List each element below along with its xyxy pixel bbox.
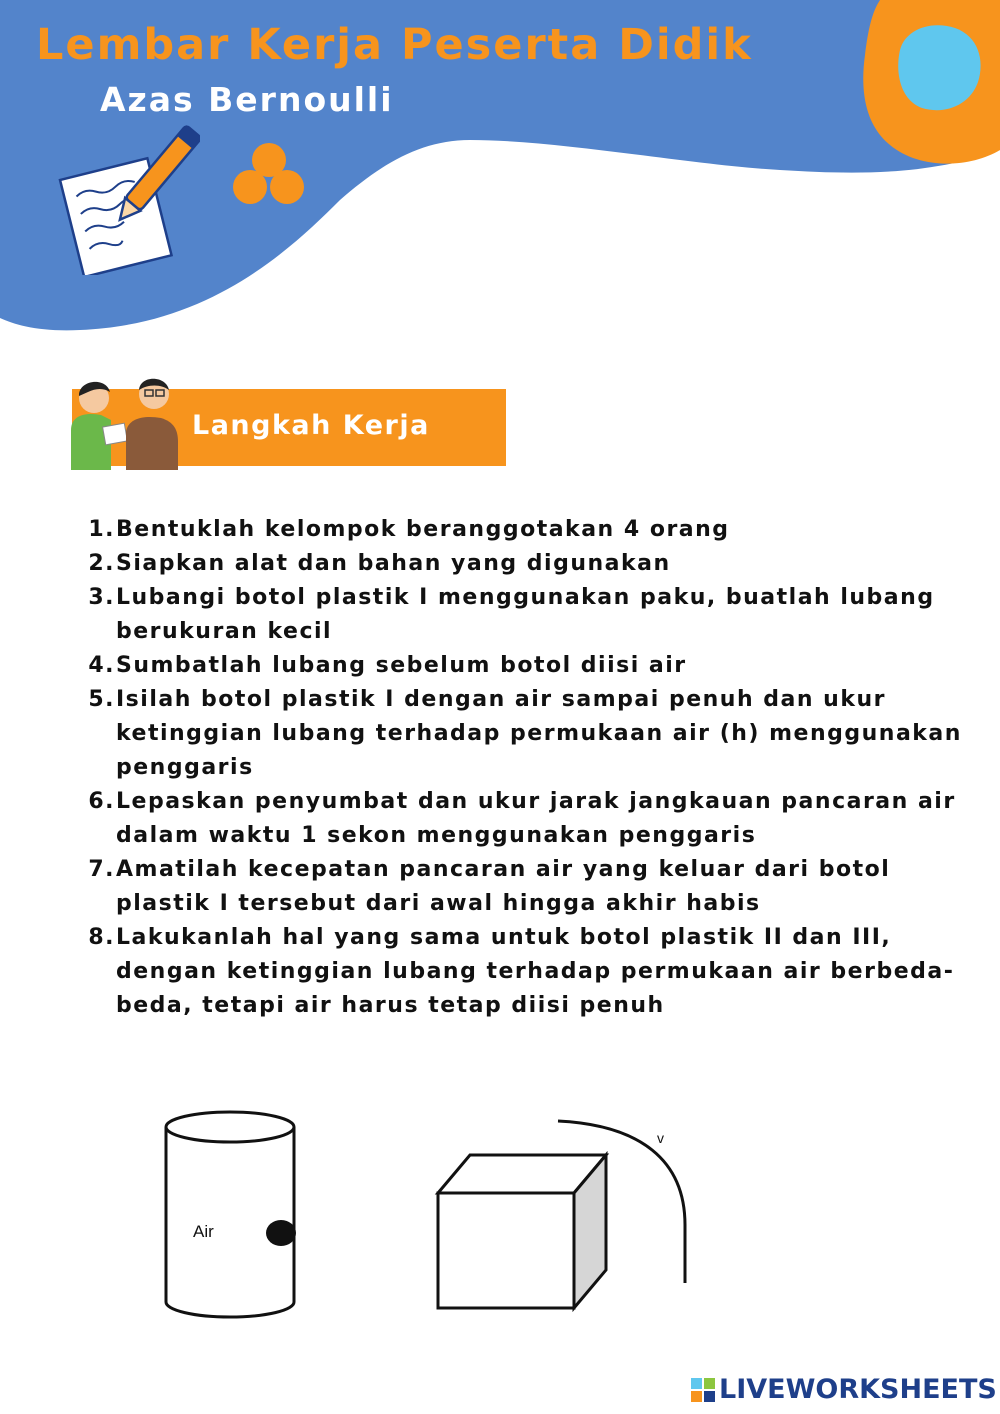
page-title: Lembar Kerja Peserta Didik: [36, 20, 753, 70]
list-item: [80, 683, 980, 785]
step-text: Lubangi botol plastik I menggunakan paku, buatlah lubang berukuran kecil: [116, 585, 935, 644]
brand-name: LIVEWORKSHEETS: [719, 1374, 997, 1405]
step-text: Lakukanlah hal yang sama untuk botol plastik II dan III, dengan ketinggian lubang terhadap permukaan air berbeda-beda, tetapi air harus tetap diisi penuh: [116, 925, 955, 1018]
list-item: [80, 785, 980, 853]
step-number: 4.: [88, 653, 115, 678]
page-subtitle: Azas Bernoulli: [100, 80, 394, 119]
step-number: 2.: [88, 551, 115, 576]
section-title: Langkah Kerja: [192, 410, 430, 441]
step-text: Bentuklah kelompok beranggotakan 4 orang: [116, 517, 730, 542]
step-number: 1.: [88, 517, 115, 542]
liveworksheets-logo-icon: [690, 1377, 716, 1403]
people-discussion-icon: [66, 370, 186, 470]
step-number: 3.: [88, 585, 115, 610]
liveworksheets-brand: [690, 1374, 997, 1405]
step-text: Lepaskan penyumbat dan ukur jarak jangkauan pancaran air dalam waktu 1 sekon menggunakan penggaris: [116, 789, 956, 848]
step-number: 5.: [88, 687, 115, 712]
step-number: 7.: [88, 857, 115, 882]
step-number: 8.: [88, 925, 115, 950]
step-number: 6.: [88, 789, 115, 814]
list-item: [80, 547, 980, 581]
orange-blob-decoration: [860, 0, 1000, 170]
list-item: [80, 921, 980, 1023]
list-item: [80, 649, 980, 683]
hole-marker: [266, 1220, 296, 1246]
cylinder-label: Air: [193, 1222, 214, 1241]
cylinder-bottle-figure: [160, 1105, 310, 1325]
steps-list: [80, 513, 980, 1023]
step-text: Sumbatlah lubang sebelum botol diisi air: [116, 653, 687, 678]
velocity-label: v: [657, 1130, 664, 1146]
list-item: [80, 513, 980, 547]
step-text: Amatilah kecepatan pancaran air yang keluar dari botol plastik I tersebut dari awal hingga akhir habis: [116, 857, 891, 916]
document-pen-icon: [50, 125, 200, 275]
clover-decoration: [232, 140, 307, 210]
list-item: [80, 853, 980, 921]
step-text: Siapkan alat dan bahan yang digunakan: [116, 551, 671, 576]
box-water-jet-figure: [430, 1115, 700, 1315]
step-text: Isilah botol plastik I dengan air sampai penuh dan ukur ketinggian lubang terhadap permukaan air (h) menggunakan penggaris: [116, 687, 962, 780]
list-item: [80, 581, 980, 649]
